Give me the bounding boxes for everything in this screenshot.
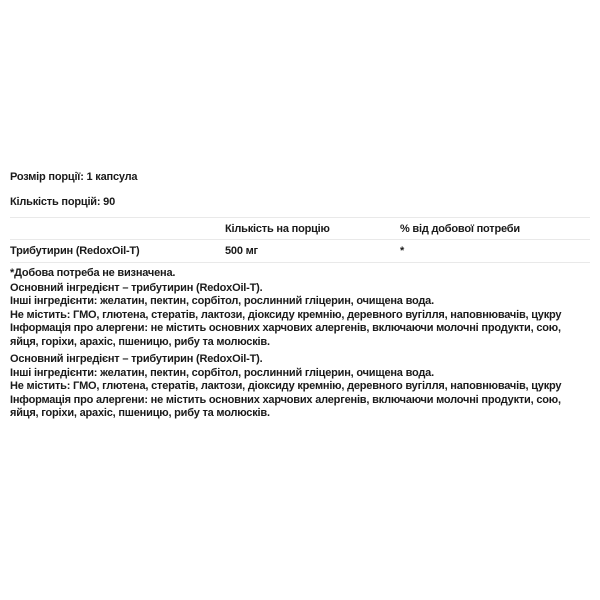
serving-size-text: Розмір порції: 1 капсула	[10, 171, 138, 183]
main-ingredient-text: Основний інгредієнт – трибутирин (RedoxOil-T).	[10, 281, 263, 294]
allergen-info-text: Інформація про алергени: не містить основних харчових алергенів, включаючи молочні продукти, сою, яйця, горіхи, арахіс, пшеницю, рибу та молюсків.	[10, 393, 561, 419]
other-ingredients-text: Інші інгредієнти: желатин, пектин, сорбітол, рослинний гліцерин, очищена вода.	[10, 295, 434, 307]
main-ingredient-text: Основний інгредієнт – трибутирин (RedoxOil-T).	[10, 353, 263, 365]
ingredient-amount: 500 мг	[225, 245, 258, 257]
daily-value-footnote: *Добова потреба не визначена.	[10, 267, 176, 279]
supplement-facts-table	[10, 217, 590, 263]
does-not-contain-text: Не містить: ГМО, глютена, стератів, лактози, діоксиду кремнію, деревного вугілля, наповнювачів, цукру	[10, 308, 562, 321]
column-header-amount-per-serving: Кількість на порцію	[225, 222, 330, 235]
ingredient-daily-value: *	[400, 245, 405, 257]
ingredients-paragraph-2	[10, 353, 590, 421]
table-header-row	[10, 218, 590, 240]
does-not-contain-text: Не містить: ГМО, глютена, стератів, лактози, діоксиду кремнію, деревного вугілля, наповнювачів, цукру	[10, 380, 562, 392]
other-ingredients-text: Інші інгредієнти: желатин, пектин, сорбітол, рослинний гліцерин, очищена вода.	[10, 366, 434, 379]
table-row	[10, 240, 590, 263]
ingredients-paragraph-1	[10, 282, 590, 350]
column-header-ingredient	[10, 218, 225, 240]
allergen-info-text: Інформація про алергени: не містить основних харчових алергенів, включаючи молочні продукти, сою, яйця, горіхи, арахіс, пшеницю, рибу та молюсків.	[10, 322, 561, 348]
servings-per-container-text: Кількість порцій: 90	[10, 195, 116, 208]
column-header-percent-daily-value: % від добової потреби	[400, 222, 520, 235]
ingredient-name: Трибутирин (RedoxOil-T)	[10, 245, 140, 257]
